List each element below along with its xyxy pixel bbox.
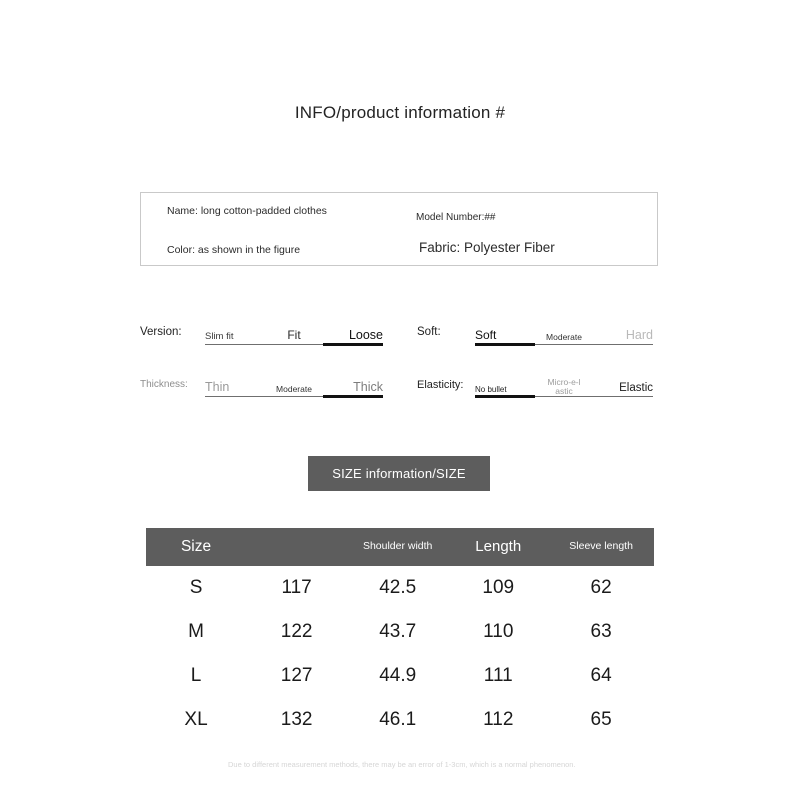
- attribute-elasticity-option-no-bullet[interactable]: No bullet: [475, 384, 507, 394]
- table-row: [146, 698, 654, 742]
- attribute-soft-scale[interactable]: [475, 322, 653, 352]
- cell-bust: 127: [280, 665, 313, 686]
- attribute-elasticity-bar: [475, 396, 653, 397]
- attribute-soft-label: Soft:: [417, 326, 441, 338]
- cell-length: 112: [483, 709, 514, 730]
- product-name-value: Name: long cotton-padded clothes: [167, 205, 327, 217]
- attribute-elasticity-option-elastic[interactable]: Elastic: [619, 381, 653, 394]
- attribute-soft-option-hard[interactable]: Hard: [625, 327, 653, 342]
- table-row: [146, 654, 654, 698]
- cell-length: 111: [483, 665, 513, 686]
- cell-size: XL: [184, 709, 208, 730]
- product-color-value: Color: as shown in the figure: [167, 244, 301, 256]
- size-table-header-sleeve-length: Sleeve length: [569, 540, 633, 553]
- attribute-thickness-option-moderate[interactable]: Moderate: [276, 384, 312, 395]
- attribute-thickness-bar-fill: [323, 395, 383, 398]
- table-row: [146, 610, 654, 654]
- cell-size: S: [189, 577, 203, 598]
- page-title: INFO/product information #: [294, 103, 506, 122]
- model-number-value: Model Number:##: [416, 212, 496, 223]
- attribute-elasticity: [417, 374, 667, 414]
- attribute-elasticity-bar-fill: [475, 395, 535, 398]
- attribute-version-option-loose[interactable]: Loose: [348, 327, 383, 342]
- attribute-thickness-label: Thickness:: [140, 379, 188, 390]
- info-row-2: [141, 231, 657, 268]
- attribute-thickness-bar: [205, 396, 383, 397]
- product-info-box: [140, 192, 658, 266]
- cell-shoulder-width: 46.1: [379, 709, 417, 730]
- cell-length: 110: [483, 621, 514, 642]
- attribute-thickness: [140, 374, 390, 414]
- attribute-version-bar: [205, 344, 383, 345]
- cell-bust: 122: [280, 621, 313, 642]
- cell-length: 109: [482, 577, 515, 598]
- attribute-soft-bar-fill: [475, 343, 535, 346]
- cell-sleeve-length: 63: [590, 621, 612, 642]
- table-row: [146, 566, 654, 610]
- attribute-soft-option-soft[interactable]: Soft: [475, 328, 497, 343]
- cell-size: M: [188, 621, 204, 642]
- attribute-thickness-option-thin[interactable]: Thin: [205, 379, 230, 394]
- attribute-version-option-slim-fit[interactable]: Slim fit: [205, 331, 234, 343]
- size-table-header-shoulder-width: Shoulder width: [362, 540, 433, 553]
- size-table-header-size: Size: [180, 538, 212, 556]
- cell-shoulder-width: 43.7: [379, 621, 417, 642]
- attribute-version: [140, 322, 390, 362]
- attribute-thickness-scale[interactable]: [205, 374, 383, 404]
- attribute-elasticity-option-micro-elastic[interactable]: Micro-e-lastic: [547, 377, 581, 397]
- cell-shoulder-width: 44.9: [379, 665, 417, 686]
- attribute-version-bar-fill: [323, 343, 383, 346]
- cell-sleeve-length: 65: [590, 709, 612, 730]
- attribute-elasticity-scale[interactable]: [475, 374, 653, 404]
- cell-sleeve-length: 64: [590, 665, 612, 686]
- attribute-version-label: Version:: [140, 326, 182, 338]
- size-information-banner: [308, 456, 490, 491]
- info-row-1: [141, 195, 657, 232]
- size-table: [146, 528, 654, 742]
- attribute-elasticity-label: Elasticity:: [417, 379, 464, 391]
- cell-size: L: [190, 665, 202, 686]
- attribute-thickness-option-thick[interactable]: Thick: [353, 379, 383, 394]
- attribute-soft-bar: [475, 344, 653, 345]
- attribute-soft: [417, 322, 667, 362]
- measurement-disclaimer: Due to different measurement methods, there may be an error of 1-3cm, which is a normal phenomenon.: [228, 760, 576, 769]
- product-fabric-value: Fabric: Polyester Fiber: [419, 240, 555, 255]
- cell-bust: 117: [281, 577, 312, 598]
- size-table-header-length: Length: [475, 537, 522, 555]
- attribute-version-option-fit[interactable]: Fit: [287, 328, 301, 343]
- cell-shoulder-width: 42.5: [379, 577, 417, 598]
- cell-bust: 132: [280, 709, 313, 730]
- cell-sleeve-length: 62: [590, 577, 612, 598]
- size-table-header-row: [146, 528, 654, 566]
- attribute-version-scale[interactable]: [205, 322, 383, 352]
- size-banner-label: SIZE information/SIZE: [332, 466, 466, 481]
- attribute-soft-option-moderate[interactable]: Moderate: [546, 332, 582, 343]
